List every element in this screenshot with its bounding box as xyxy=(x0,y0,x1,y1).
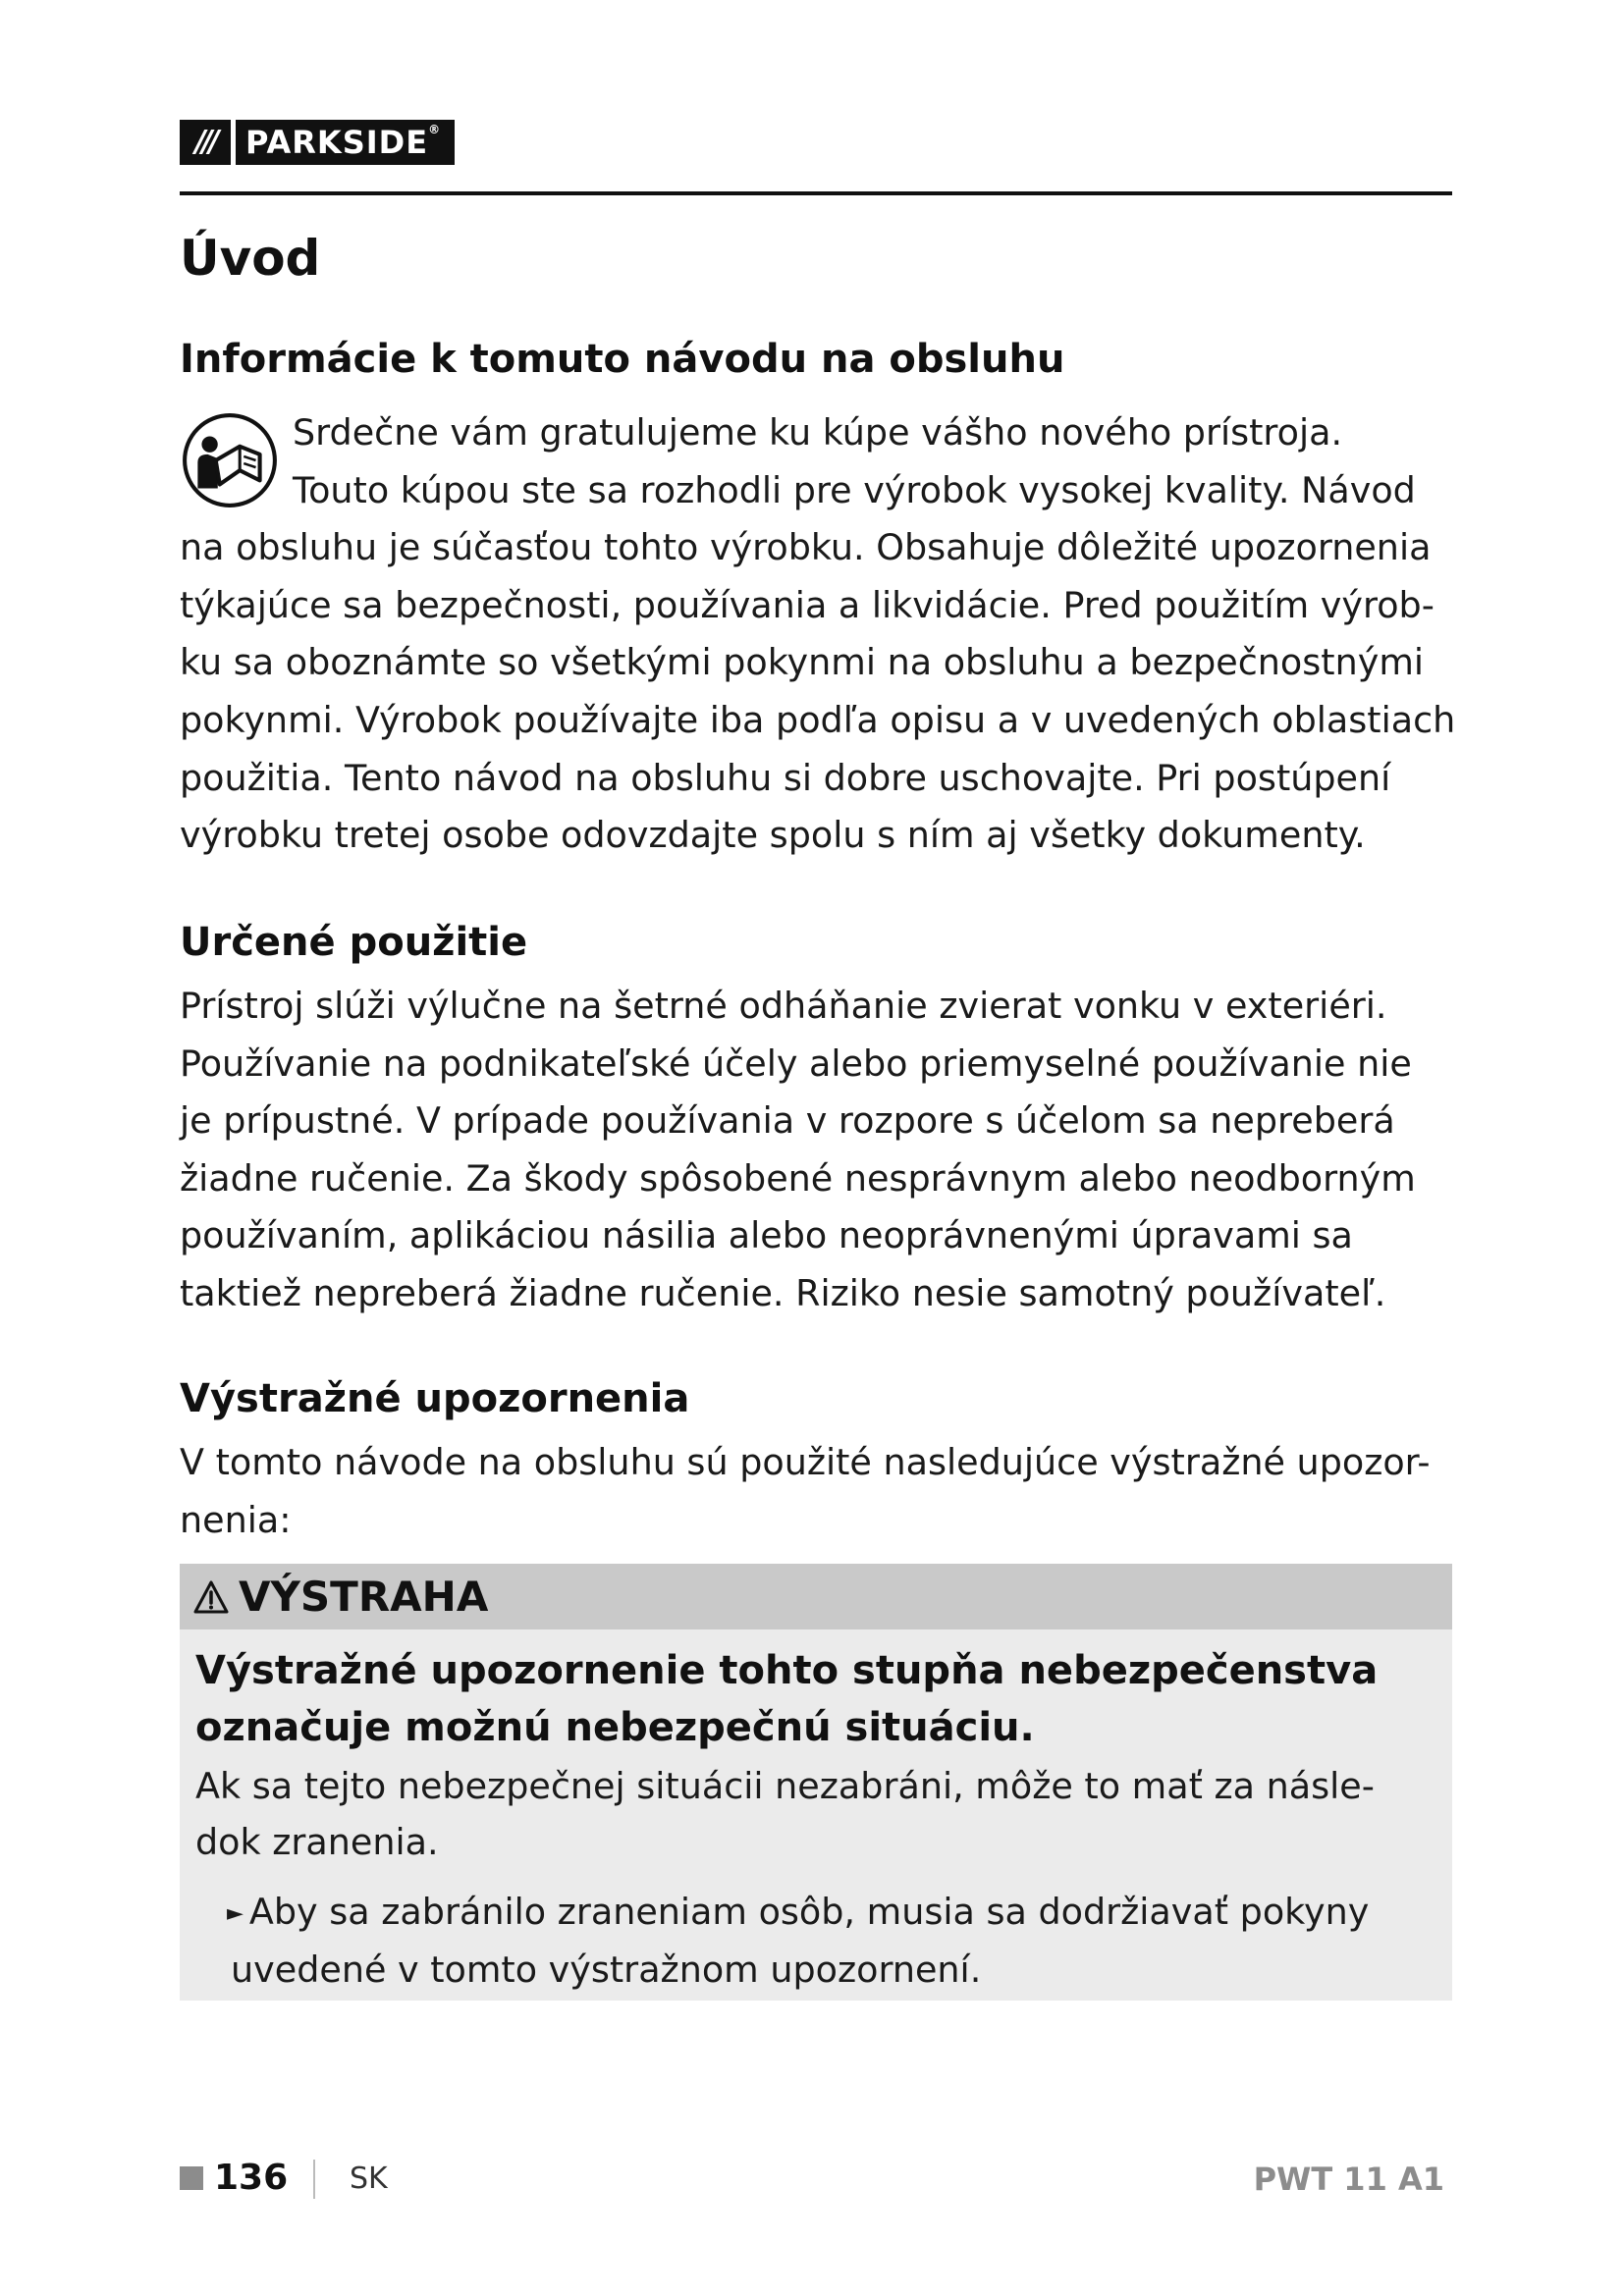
language-code: SK xyxy=(350,2162,388,2196)
info-line: výrobku tretej osobe odovzdajte spolu s ním aj všetky dokumenty. xyxy=(180,814,1366,857)
intended-use-paragraph xyxy=(180,978,1452,1323)
intended-use-line: Používanie na podnikateľské účely alebo priemyselné používanie nie xyxy=(180,1041,1412,1085)
info-line: Touto kúpou ste sa rozhodli pre výrobok vysokej kvality. Návod xyxy=(293,468,1416,511)
intended-use-line: používaním, aplikáciou násilia alebo neoprávnenými úpravami sa xyxy=(180,1214,1353,1257)
warning-text xyxy=(195,1758,1442,1870)
info-paragraph xyxy=(180,404,1456,865)
info-line: použitia. Tento návod na obsluhu si dobre uschovajte. Pri postúpení xyxy=(180,756,1391,799)
warning-bold-line: označuje možnú nebezpečnú situáciu. xyxy=(195,1705,1035,1750)
warning-text-line: Ak sa tejto nebezpečnej situácii nezabráni, môže to mať za násle- xyxy=(195,1765,1375,1807)
intended-use-line: je prípustné. V prípade používania v rozpore s účelom sa nepreberá xyxy=(180,1099,1395,1143)
header-rule xyxy=(180,191,1452,195)
logo-name-text: PARKSIDE xyxy=(245,124,429,161)
warning-bullet xyxy=(227,1884,1435,1998)
intended-use-line: taktiež nepreberá žiadne ručenie. Riziko nesie samotný používateľ. xyxy=(180,1271,1386,1314)
logo-registered-mark: ® xyxy=(428,123,442,136)
logo-slashes: /// xyxy=(180,120,231,165)
section-heading-warnings: Výstražné upozornenia xyxy=(180,1376,690,1421)
warning-bullet-line xyxy=(227,1884,1435,1942)
info-line: pokynmi. Výrobok používajte iba podľa opisu a v uvedených oblastiach xyxy=(180,698,1456,741)
warnings-paragraph xyxy=(180,1434,1452,1549)
page-number: 136 xyxy=(214,2158,289,2198)
info-line: na obsluhu je súčasťou tohto výrobku. Obsahuje dôležité upozornenia xyxy=(180,526,1432,569)
bullet-arrow-icon: ► xyxy=(227,1901,244,1926)
warning-header xyxy=(180,1564,1452,1629)
footer-separator xyxy=(313,2160,315,2199)
warnings-line: V tomto návode na obsluhu sú použité nasledujúce výstražné upozor- xyxy=(180,1441,1431,1483)
warning-bold-line: Výstražné upozornenie tohto stupňa nebezpečenstva xyxy=(195,1648,1379,1693)
warning-bold-text xyxy=(195,1642,1442,1756)
section-heading-intended-use: Určené použitie xyxy=(180,920,528,965)
section-heading-info: Informácie k tomuto návodu na obsluhu xyxy=(180,337,1065,382)
info-line: ku sa oboznámte so všetkými pokynmi na obsluhu a bezpečnostnými xyxy=(180,641,1425,684)
info-line: Srdečne vám gratulujeme ku kúpe vášho nového prístroja. xyxy=(293,411,1343,454)
model-number: PWT 11 A1 xyxy=(1253,2161,1444,2198)
warning-box xyxy=(180,1564,1452,2001)
warning-triangle-icon xyxy=(193,1580,229,1614)
warning-text-line: dok zranenia. xyxy=(195,1821,439,1863)
intended-use-line: žiadne ručenie. Za škody spôsobené nesprávnym alebo neodborným xyxy=(180,1156,1416,1200)
parkside-logo xyxy=(180,120,455,165)
page-title: Úvod xyxy=(180,230,321,287)
warning-label: VÝSTRAHA xyxy=(239,1573,489,1621)
info-line: týkajúce sa bezpečnosti, používania a likvidácie. Pred použitím výrob- xyxy=(180,583,1435,626)
warning-bullet-line: uvedené v tomto výstražnom upozornení. xyxy=(231,1949,982,1991)
warnings-line: nenia: xyxy=(180,1498,292,1541)
footer-square-icon xyxy=(180,2166,203,2190)
warning-bullet-text: Aby sa zabránilo zraneniam osôb, musia sa dodržiavať pokyny xyxy=(248,1891,1370,1933)
intended-use-line: Prístroj slúži výlučne na šetrné odháňanie zvierat vonku v exteriéri. xyxy=(180,985,1387,1027)
logo-name xyxy=(236,120,455,165)
